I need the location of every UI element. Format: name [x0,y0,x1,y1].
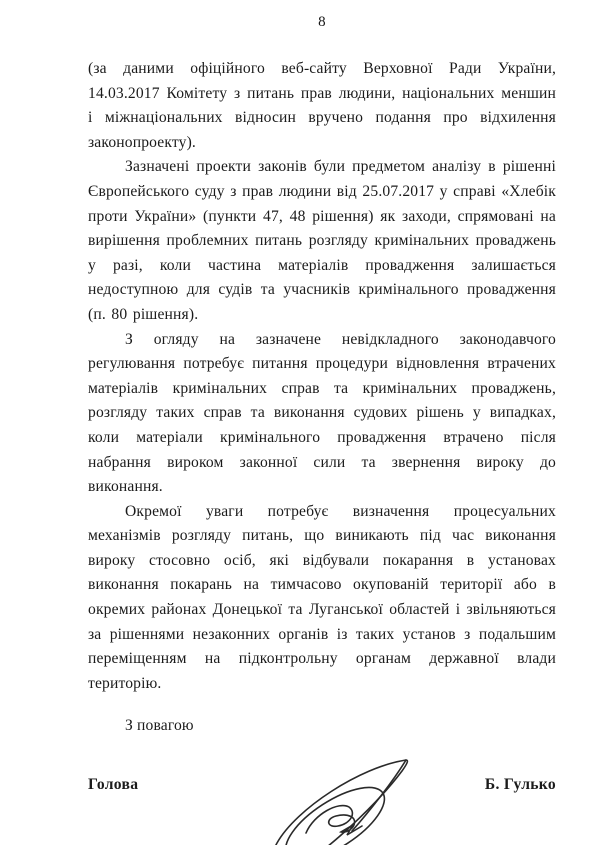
paragraph-special-attention: Окремої уваги потребує визначення процесуальних механізмів розгляду питань, що виникають під час виконання вироку стосовно осіб, які відбували покарання в установах виконання покарань на тимчасово окупованій території або в окремих районах Донецької та Луганської областей і звільняються за рішеннями незаконних органів із таких установ з подальшим переміщенням на підконтрольну органам державної влади територію. [88,502,556,692]
handwritten-signature-icon [256,751,416,845]
paragraph-continuation: (за даними офіційного веб-сайту Верховної Ради України, 14.03.2017 Комітету з питань прав людини, національних меншин і міжнаціональних відносин вручено подання про відхилення законопроекту). [88,60,556,151]
page-number: 8 [318,14,326,30]
closing-salutation: З повагою [125,717,194,735]
paragraph-court-analysis: Зазначені проекти законів були предметом аналізу в рішенні Європейського суду з прав людини від 25.07.2017 у справі «Хлебік проти України» (пункти 47, 48 рішення) як заходи, спрямовані на вирішення проблемних питань розгляду кримінальних проваджень у разі, коли частина матеріалів провадження залишається недоступною для судів та учасників кримінального провадження (п. 80 рішення). [88,158,556,323]
signer-name: Б. Гулько [484,776,556,794]
signature-block [88,749,556,845]
document-body [88,57,556,696]
paragraph-legislative-regulation: З огляду на зазначене невідкладного законодавчого регулювання потребує питання процедури відновлення втрачених матеріалів кримінальних справ та кримінальних проваджень, розгляду таких справ та виконання судових рішень у випадках, коли матеріали кримінального провадження втрачено після набрання вироком законної сили та звернення вироку до виконання. [88,330,556,496]
signer-title: Голова [88,776,139,794]
